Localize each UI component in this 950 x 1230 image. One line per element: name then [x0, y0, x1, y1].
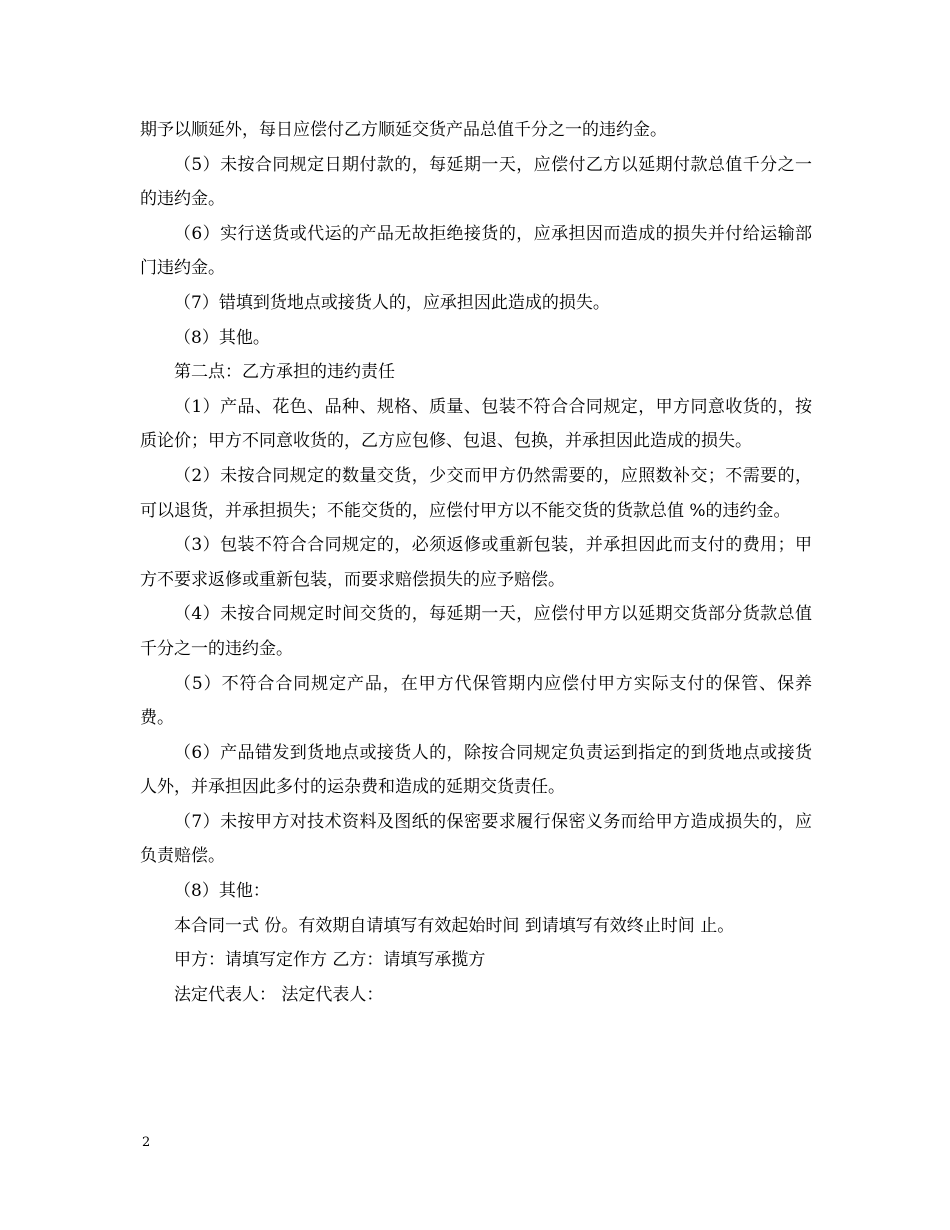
section-heading: 第二点：乙方承担的违约责任 — [174, 362, 395, 383]
paragraph: （7）未按甲方对技术资料及图纸的保密要求履行保密义务而给甲方造成损失的，应负责赔偿。 — [140, 811, 812, 867]
paragraph: （5）未按合同规定日期付款的，每延期一天，应偿付乙方以延期付款总值千分之一的违约金。 — [140, 154, 812, 210]
paragraph: （5）不符合合同规定产品，在甲方代保管期内应偿付甲方实际支付的保管、保养费。 — [140, 673, 812, 729]
paragraph: （8）其他： — [174, 881, 270, 902]
paragraph: （1）产品、花色、品种、规格、质量、包装不符合合同规定，甲方同意收货的，按质论价；甲方不同意收货的，乙方应包修、包退、包换，并承担因此造成的损失。 — [140, 396, 812, 452]
paragraph: （7）错填到货地点或接货人的，应承担因此造成的损失。 — [174, 292, 610, 313]
paragraph: 期予以顺延外，每日应偿付乙方顺延交货产品总值千分之一的违约金。 — [140, 120, 667, 140]
paragraph: （6）实行送货或代运的产品无故拒绝接货的，应承担因而造成的损失并付给运输部门违约金。 — [140, 223, 812, 279]
paragraph: （8）其他。 — [174, 327, 270, 348]
paragraph: （2）未按合同规定的数量交货，少交而甲方仍然需要的，应照数补交；不需要的，可以退货，并承担损失；不能交货的，应偿付甲方以不能交货的货款总值 %的违约金。 — [140, 465, 812, 521]
paragraph: （3）包装不符合合同规定的，必须返修或重新包装，并承担因此而支付的费用；甲方不要求返修或重新包装，而要求赔偿损失的应予赔偿。 — [140, 535, 812, 590]
contract-copies-line: 本合同一式 份。有效期自请填写有效起始时间 到请填写有效终止时间 止。 — [174, 915, 735, 936]
document-body — [140, 113, 812, 1012]
paragraph: （6）产品错发到货地点或接货人的，除按合同规定负责运到指定的到货地点或接货人外，并承担因此多付的运杂费和造成的延期交货责任。 — [140, 742, 812, 798]
parties-line: 甲方：请填写定作方 乙方：请填写承揽方 — [174, 950, 486, 971]
paragraph: （4）未按合同规定时间交货的，每延期一天，应偿付甲方以延期交货部分货款总值千分之一的违约金。 — [140, 604, 812, 659]
page-number: 2 — [142, 1135, 151, 1150]
legal-representative-line: 法定代表人： 法定代表人： — [174, 984, 384, 1005]
